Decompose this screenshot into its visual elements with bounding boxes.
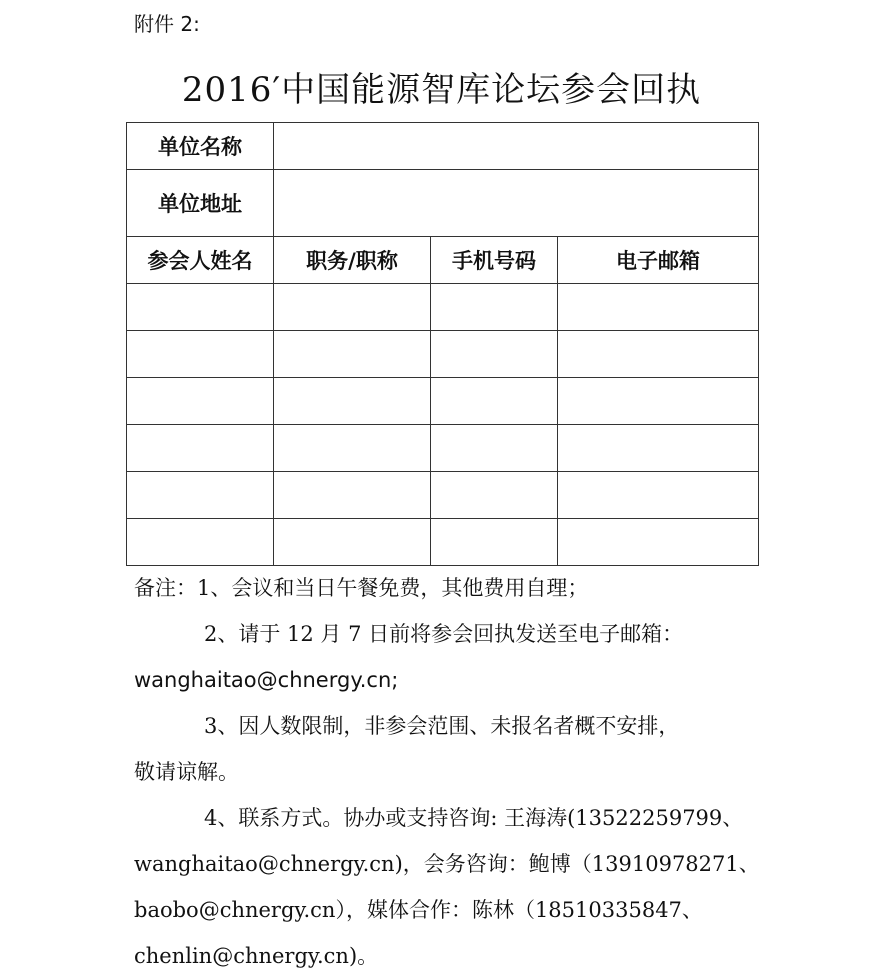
attendee-position-cell[interactable]	[274, 284, 431, 331]
note-line-4-cont-1: wanghaitao@chnergy.cn)，会务咨询：鲍博（13910978271、	[134, 852, 760, 876]
attendee-email-cell[interactable]	[558, 425, 759, 472]
attendee-position-cell[interactable]	[274, 331, 431, 378]
attendee-position-cell[interactable]	[274, 519, 431, 566]
attendee-phone-cell[interactable]	[431, 519, 558, 566]
note-line-1: 备注：1、会议和当日午餐免费，其他费用自理；	[134, 576, 589, 600]
attendee-phone-cell[interactable]	[431, 472, 558, 519]
attendee-phone-cell[interactable]	[431, 425, 558, 472]
attendee-row	[127, 472, 759, 519]
attendee-name-cell[interactable]	[127, 425, 274, 472]
attendee-email-cell[interactable]	[558, 331, 759, 378]
attendee-name-cell[interactable]	[127, 472, 274, 519]
unit-name-label: 单位名称	[127, 123, 274, 170]
attendee-phone-cell[interactable]	[431, 378, 558, 425]
column-header-email: 电子邮箱	[558, 237, 759, 284]
attendee-email-cell[interactable]	[558, 519, 759, 566]
attendee-row	[127, 284, 759, 331]
attendee-row	[127, 378, 759, 425]
unit-address-row	[127, 170, 759, 237]
attendee-email-cell[interactable]	[558, 378, 759, 425]
attendee-row	[127, 331, 759, 378]
attendee-name-cell[interactable]	[127, 331, 274, 378]
unit-address-field[interactable]	[274, 170, 759, 237]
attendee-name-cell[interactable]	[127, 378, 274, 425]
note-line-4: 4、联系方式。协办或支持咨询: 王海涛(13522259799、	[204, 806, 744, 830]
attendee-name-cell[interactable]	[127, 284, 274, 331]
attendee-email-cell[interactable]	[558, 284, 759, 331]
registration-form-table	[126, 122, 759, 566]
attendee-email-cell[interactable]	[558, 472, 759, 519]
attendee-header-row	[127, 237, 759, 284]
column-header-position: 职务/职称	[274, 237, 431, 284]
attendee-phone-cell[interactable]	[431, 284, 558, 331]
attachment-label: 附件 2:	[134, 12, 200, 36]
page-title: 2016′中国能源智库论坛参会回执	[181, 70, 702, 110]
unit-name-field[interactable]	[274, 123, 759, 170]
unit-name-row	[127, 123, 759, 170]
attendee-position-cell[interactable]	[274, 378, 431, 425]
note-line-2: 2、请于 12 月 7 日前将参会回执发送至电子邮箱：	[204, 622, 684, 646]
note-line-3: 3、因人数限制，非参会范围、未报名者概不安排，	[204, 714, 680, 738]
note-line-4-cont-2: baobo@chnergy.cn），媒体合作：陈林（18510335847、	[134, 898, 703, 922]
attendee-position-cell[interactable]	[274, 472, 431, 519]
notes-section	[134, 565, 760, 979]
attendee-position-cell[interactable]	[274, 425, 431, 472]
column-header-attendee-name: 参会人姓名	[127, 237, 274, 284]
attendee-row	[127, 425, 759, 472]
column-header-phone: 手机号码	[431, 237, 558, 284]
attendee-name-cell[interactable]	[127, 519, 274, 566]
attendee-row	[127, 519, 759, 566]
unit-address-label: 单位地址	[127, 170, 274, 237]
note-line-4-cont-3: chenlin@chnergy.cn)。	[134, 944, 379, 968]
note-line-3-cont: 敬请谅解。	[134, 760, 239, 784]
note-email-address: wanghaitao@chnergy.cn;	[134, 668, 399, 692]
attendee-phone-cell[interactable]	[431, 331, 558, 378]
